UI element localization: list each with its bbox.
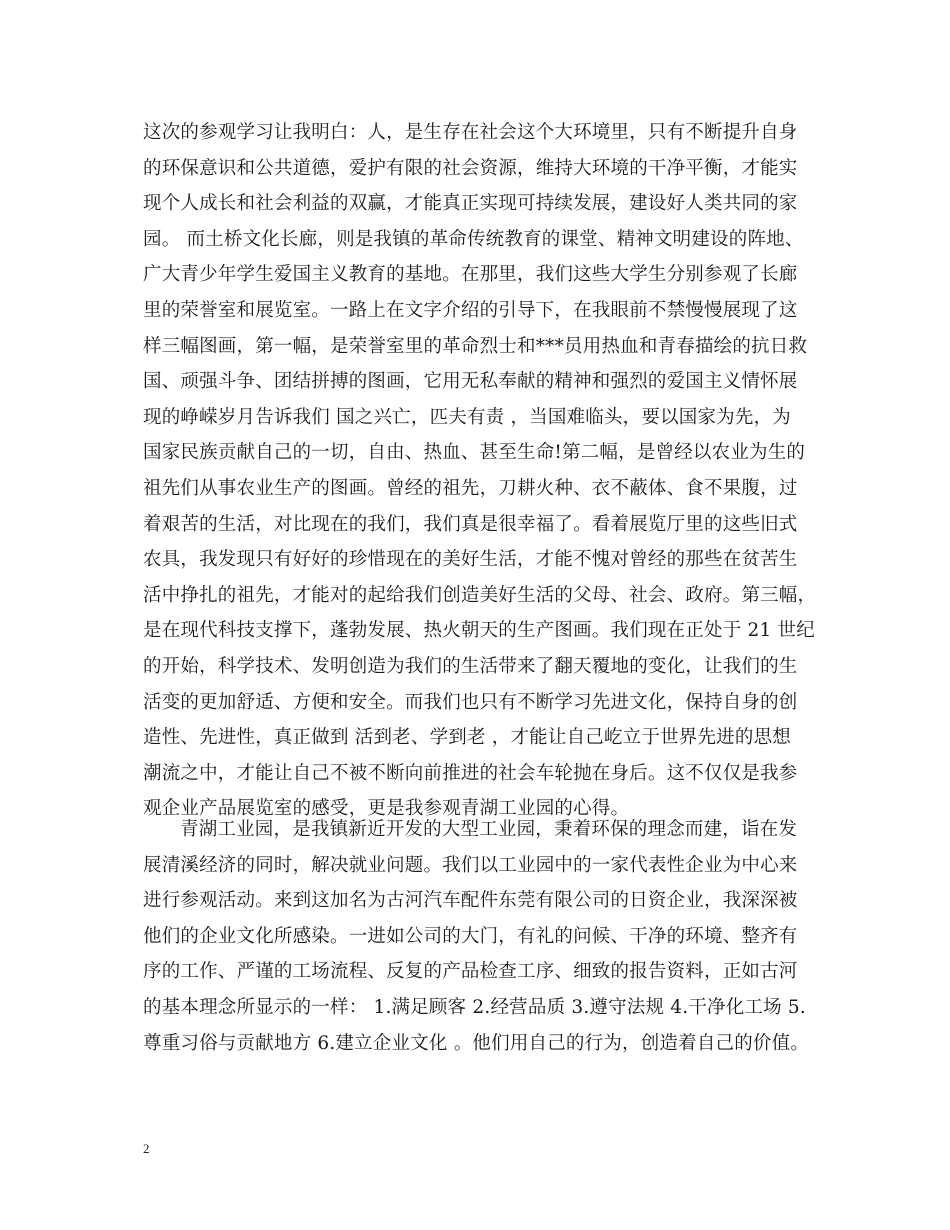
- text-line: 进行参观活动。来到这加名为古河汽车配件东莞有限公司的日资企业，我深深被: [143, 890, 798, 912]
- body-paragraph-1: [143, 115, 817, 827]
- text-line: 的开始，科学技术、发明创造为我们的生活带来了翻天覆地的变化，让我们的生: [143, 655, 798, 677]
- text-line: 国家民族贡献自己的一切，自由、热血、甚至生命!第二幅，是曾经以农业为生的: [143, 442, 806, 464]
- text-line: 尊重习俗与贡献地方 6.建立企业文化 。他们用自己的行为，创造着自己的价值。: [143, 1032, 810, 1054]
- text-line: 的基本理念所显示的一样： 1.满足顾客 2.经营品质 3.遵守法规 4.干净化工场 5.: [143, 996, 806, 1018]
- text-line: 青湖工业园，是我镇新近开发的大型工业园，秉着环保的理念而建，诣在发: [180, 819, 798, 840]
- text-line: 潮流之中，才能让自己不被不断向前推进的社会车轮抛在身后。这不仅仅是我参: [143, 762, 798, 784]
- text-line: 着艰苦的生活，对比现在的我们，我们真是很幸福了。看着展览厅里的这些旧式: [143, 513, 798, 535]
- text-line: 造性、先进性，真正做到 活到老、学到老 ，才能让自己屹立于世界先进的思想: [143, 727, 791, 749]
- text-line: 是在现代科技支撑下，蓬勃发展、热火朝天的生产图画。我们现在正处于 21 世纪: [143, 620, 815, 642]
- text-line: 他们的企业文化所感染。一进如公司的大门，有礼的问候、干净的环境、整齐有: [143, 925, 798, 947]
- text-line: 国、顽强斗争、团结拼搏的图画，它用无私奉献的精神和强烈的爱国主义情怀展: [143, 371, 798, 393]
- text-line: 园。 而土桥文化长廊，则是我镇的革命传统教育的课堂、精神文明建设的阵地、: [143, 228, 804, 250]
- page-number: 2: [143, 1141, 150, 1156]
- text-line: 活变的更加舒适、方便和安全。而我们也只有不断学习先进文化，保持自身的创: [143, 691, 798, 713]
- text-line: 现的峥嵘岁月告诉我们 国之兴亡，匹夫有责 ，当国难临头，要以国家为先，为: [143, 406, 791, 428]
- text-line: 样三幅图画，第一幅，是荣誉室里的革命烈士和***员用热血和青春描绘的抗日救: [143, 335, 808, 357]
- text-line: 活中挣扎的祖先，才能对的起给我们创造美好生活的父母、社会、政府。第三幅，: [143, 584, 817, 606]
- text-line: 观企业产品展览室的感受，更是我参观青湖工业园的心得。: [143, 798, 630, 820]
- text-line: 现个人成长和社会利益的双赢，才能真正实现可持续发展，建设好人类共同的家: [143, 193, 798, 215]
- text-line: 祖先们从事农业生产的图画。曾经的祖先，刀耕火种、衣不蔽体、食不果腹，过: [143, 477, 798, 499]
- text-line: 里的荣誉室和展览室。一路上在文字介绍的引导下，在我眼前不禁慢慢展现了这: [143, 299, 798, 321]
- text-line: 序的工作、严谨的工场流程、反复的产品检查工序、细致的报告资料，正如古河: [143, 961, 798, 983]
- text-line: 展清溪经济的同时，解决就业问题。我们以工业园中的一家代表性企业为中心来: [143, 854, 798, 876]
- text-line: 广大青少年学生爱国主义教育的基地。在那里，我们这些大学生分别参观了长廊: [143, 264, 798, 286]
- text-line: 农具，我发现只有好好的珍惜现在的美好生活，才能不愧对曾经的那些在贫苦生: [143, 549, 798, 571]
- text-line: 的环保意识和公共道德，爱护有限的社会资源，维持大环境的干净平衡，才能实: [143, 157, 798, 179]
- body-paragraph-2: [143, 812, 811, 1061]
- text-line: 这次的参观学习让我明白：人，是生存在社会这个大环境里，只有不断提升自身: [143, 122, 798, 143]
